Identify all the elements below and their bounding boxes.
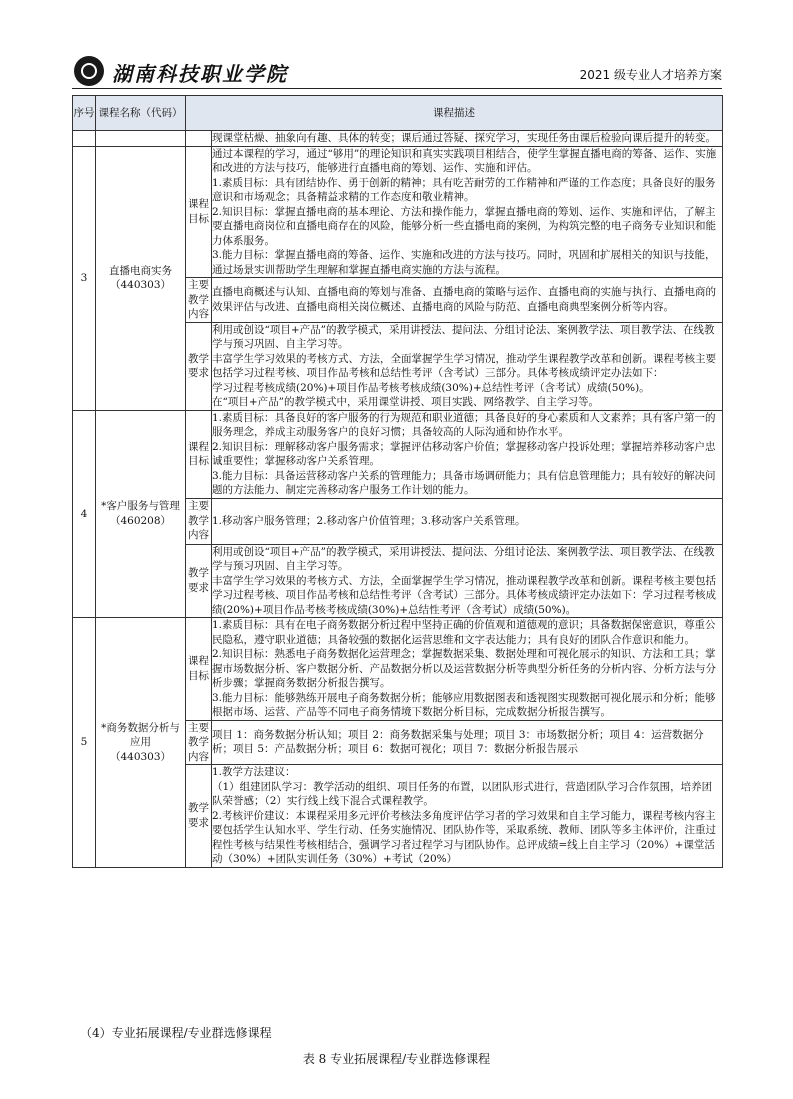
sub-label: 主要教学内容: [186, 278, 212, 323]
desc-line: 2.考核评价建议：本课程采用多元评价考核法多角度评估学习者的学习效果和自主学习能力，课程考核内容主要包括学生认知水平、学生行动、任务实施情况、团队协作等，采取系统、教师、团队等多主体评价，注重过程性考核与结果性考核相结合，强调学习者过程学习与团队协作。总评成绩=线上自主学习（20%）+课堂活动（30%）+团队实训任务（30%）+考试（20%）: [212, 809, 716, 865]
course-no: 4: [73, 410, 96, 618]
desc-line: 利用或创设“项目+产品”的教学模式，采用讲授法、提问法、分组讨论法、案例教学法、项目教学法、在线教学与预习巩固、自主学习等。: [212, 545, 715, 572]
desc-line: 1.素质目标：具有团结协作、勇于创新的精神；具有吃苦耐劳的工作精神和严谨的工作态度；具备良好的服务意识和市场观念；具备精益求精的工作态度和敬业精神。: [212, 176, 716, 203]
desc-line: 3.能力目标：能够熟练开展电子商务数据分析；能够应用数据图表和透视图实现数据可视化展示和分析；能够根据市场、运营、产品等不同电子商务情境下数据分析目标，完成数据分析报告撰写。: [212, 691, 716, 718]
course-no: 3: [73, 146, 96, 410]
school-logo-icon: [74, 56, 104, 86]
desc-line: 项目 1：商务数据分析认知；项目 2：商务数据采集与处理；项目 3：市场数据分析；项目 4：运营数据分析；项目 5：产品数据分析；项目 6：数据可视化；项目 7：数据分析报告展示: [212, 728, 704, 756]
desc-line: 现课堂枯燥、抽象向有趣、具体的转变；课后通过答疑、探究学习，实现任务由课后检验向课后提升的转变。: [212, 132, 716, 144]
desc-line: 丰富学生学习效果的考核方式、方法，全面掌握学生学习情况，推动学生课程教学改革和创新。课程考核主要包括学习过程考核、项目作品考核和总结性考评（含考试）三部分。具体考核成绩评定办法如下：: [212, 352, 716, 379]
course-code: （440303）: [109, 279, 172, 291]
desc-line: 1.移动客户服务管理；2.移动客户价值管理；3.移动客户关系管理。: [212, 514, 526, 527]
header-no: 序号: [73, 96, 96, 131]
course-name-cell: [96, 146, 186, 410]
page-header: [72, 54, 722, 89]
course-name: 直播电商实务: [109, 264, 172, 277]
desc-line: 2.知识目标：理解移动客户服务需求；掌握评估移动客户价值；掌握移动客户投诉处理；掌握培养移动客户忠诚重要性；掌握移动客户关系管理。: [212, 440, 716, 467]
sub-label: 教学要求: [186, 765, 212, 868]
desc-line: 学习过程考核成绩(20%)+项目作品考核考核成绩(30%)+总结性考评（含考试）成绩(50%)。: [212, 381, 650, 394]
sub-label: 教学要求: [186, 322, 212, 410]
desc-line: 1.素质目标：具有在电子商务数据分析过程中坚持正确的价值观和道德观的意识；具备数据保密意识，尊重公民隐私，遵守职业道德；具备较强的数据化运营思维和文字表达能力；具有良好的团队合作意识和能力。: [212, 619, 716, 646]
sub-desc: [212, 618, 723, 721]
desc-line: 直播电商概述与认知、直播电商的筹划与准备、直播电商的策略与运作、直播电商的实施与执行、直播电商的效果评估与改进、直播电商相关岗位概述、直播电商的风险与防范、直播电商典型案例分析等内容。: [212, 286, 716, 313]
sub-desc: [212, 544, 723, 618]
header-course-name: 课程名称（代码）: [96, 96, 186, 131]
sub-desc: [212, 498, 723, 544]
sub-label: 教学要求: [186, 544, 212, 618]
sub-desc: [212, 410, 723, 498]
table-row-course-5-goals: [73, 618, 723, 721]
desc-line: （1）组建团队学习：教学活动的组织、项目任务的布置，以团队形式进行，营造团队学习合作氛围，培养团队荣誉感；（2）实行线上线下混合式课程教学。: [212, 780, 713, 807]
course-code: （440303）: [109, 750, 172, 763]
table-caption: 表 8 专业拓展课程/专业群选修课程: [302, 1052, 491, 1066]
sub-label: 主要教学内容: [186, 720, 212, 765]
document-title: 2021 级专业人才培养方案: [579, 68, 722, 82]
table-row-course-4-goals: [73, 410, 723, 498]
course-code: （460208）: [109, 514, 172, 527]
desc-line: 3.能力目标：掌握直播电商的筹备、运作、实施和改进的方法与技巧。同时，巩固和扩展相关的知识与技能，通过场景实训帮助学生理解和掌握直播电商实施的方法与流程。: [212, 249, 716, 276]
desc-line: 2.知识目标：掌握直播电商的基本理论、方法和操作能力，掌握直播电商的筹划、运作、实施和评估，了解主要直播电商岗位和直播电商存在的风险，能够分析一些直播电商的案例，为构筑完整的电子商务专业知识和能力体系服务。: [212, 205, 716, 247]
sub-desc: [212, 146, 723, 278]
section-heading: （4）专业拓展课程/专业群选修课程: [80, 1026, 272, 1040]
table-row-continued: [73, 131, 723, 147]
desc-line: 2.知识目标：熟悉电子商务数据化运营理念；掌握数据采集、数据处理和可视化展示的知识、方法和工具；掌握市场数据分析、客户数据分析、产品数据分析以及运营数据分析等典型分析任务的分析内容、分析方法与分析步骤；掌握商务数据分析报告撰写。: [212, 648, 716, 689]
desc-line: 3.能力目标：具备运营移动客户关系的管理能力；具备市场调研能力；具有信息管理能力；具有较好的解决问题的方法能力、制定完善移动客户服务工作计划的能力。: [212, 469, 716, 496]
sub-desc: [212, 720, 723, 765]
sub-label: 课程目标: [186, 146, 212, 278]
header-course-desc: 课程描述: [186, 96, 723, 131]
course-no: 5: [73, 618, 96, 868]
course-description-table: [72, 95, 723, 868]
course-name: *商务数据分析与应用: [101, 721, 180, 748]
table-header-row: [73, 96, 723, 131]
course-name: *客户服务与管理: [101, 500, 180, 513]
sub-desc: [212, 278, 723, 323]
desc-line: 利用或创设“项目+产品”的教学模式，采用讲授法、提问法、分组讨论法、案例教学法、项目教学法、在线教学与预习巩固、自主学习等。: [212, 323, 715, 350]
course-name-cell: [96, 618, 186, 868]
school-name: 湖南科技职业学院: [112, 62, 288, 86]
sub-label: 主要教学内容: [186, 498, 212, 544]
desc-line: 1.素质目标：具备良好的客户服务的行为规范和职业道德；具备良好的身心素质和人文素养；具有客户第一的服务理念，养成主动服务客户的良好习惯；具备较高的人际沟通和协作水平。: [212, 411, 716, 438]
desc-line: 1.教学方法建议：: [212, 766, 296, 778]
sub-desc: [212, 765, 723, 868]
desc-line: 通过本课程的学习，通过“够用”的理论知识和真实实践项目相结合，使学生掌握直播电商的筹备、运作、实施和改进的方法与技巧，能够进行直播电商的筹划、运作、实施和评估。: [212, 147, 717, 174]
desc-line: 在“项目+产品”的教学模式中，采用课堂讲授、项目实践、网络教学、自主学习等。: [212, 396, 600, 408]
continued-desc: [212, 131, 723, 147]
course-name-cell: [96, 410, 186, 618]
sub-label: 课程目标: [186, 618, 212, 721]
sub-label: 课程目标: [186, 410, 212, 498]
sub-desc: [212, 322, 723, 410]
table-row-course-3-goals: [73, 146, 723, 278]
desc-line: 丰富学生学习效果的考核方式、方法，全面掌握学生学习情况，推动课程教学改革和创新。课程考核主要包括学习过程考核、项目作品考核和总结性考评（含考试）三部分。具体考核成绩评定办法如下：学习过程考核成绩(20%)+项目作品考核考核成绩(30%)+总结性考评（含考试）成绩(50%)。: [212, 574, 716, 616]
